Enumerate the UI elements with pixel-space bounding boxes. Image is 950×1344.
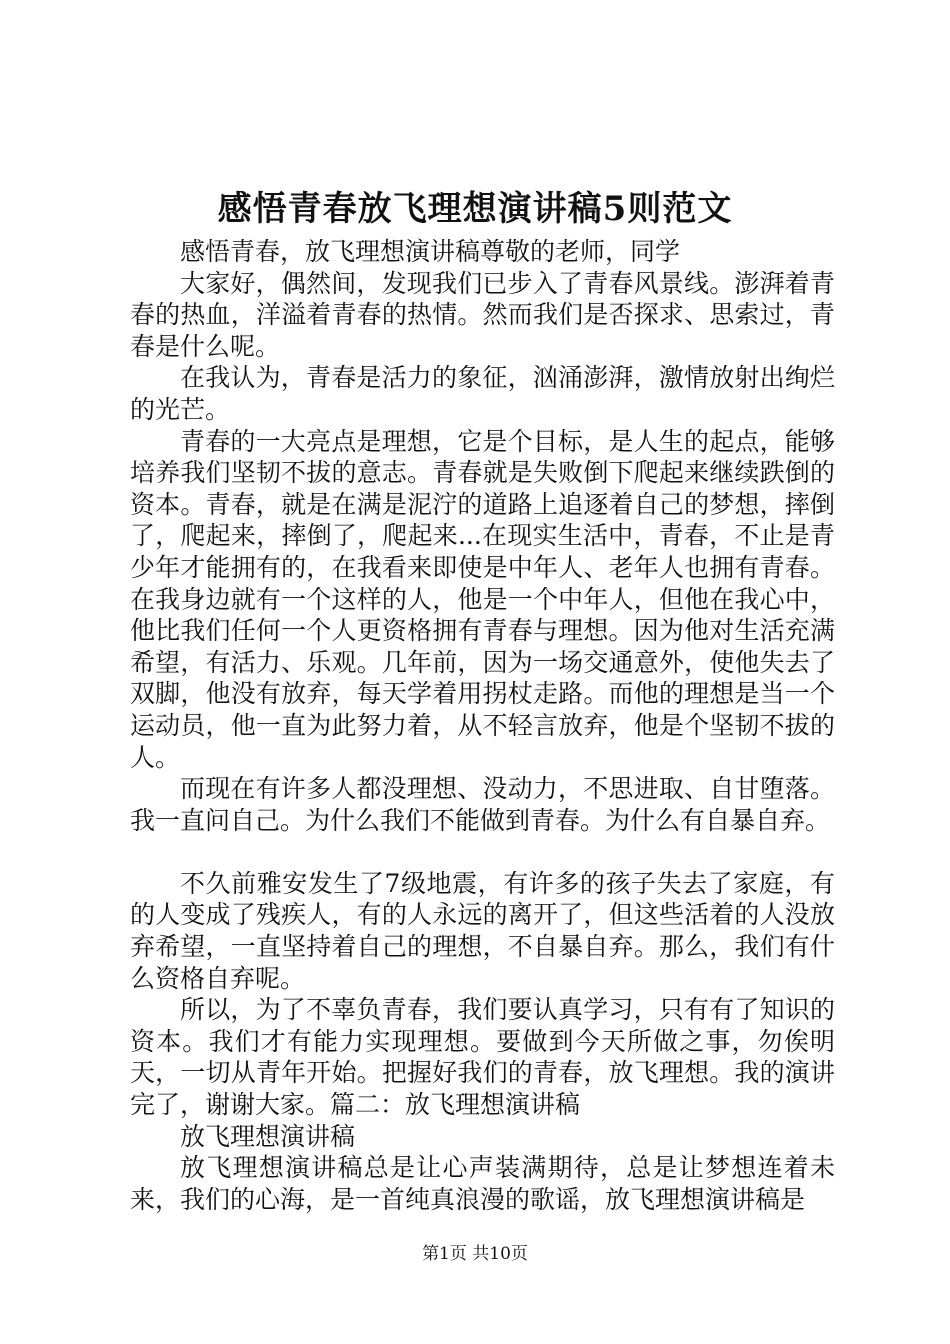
paragraph: 而现在有许多人都没理想、没动力，不思进取、自甘堕落。我一直问自己。为什么我们不能做到青春。为什么有自暴自弃。 <box>130 774 835 835</box>
paragraph: 大家好，偶然间，发现我们已步入了青春风景线。澎湃着青春的热血，洋溢着青春的热情。然而我们是否探求、思索过，青春是什么呢。 <box>130 268 835 361</box>
paragraph: 感悟青春，放飞理想演讲稿尊敬的老师，同学 <box>180 237 681 266</box>
paragraph: 放飞理想演讲稿 <box>180 1121 356 1151</box>
page-footer: 第1页 共10页 <box>422 1244 528 1264</box>
document-body <box>130 236 835 1215</box>
paragraph: 在我认为，青春是活力的象征，汹涌澎湃，激情放射出绚烂的光芒。 <box>130 363 835 424</box>
paragraph: 青春的一大亮点是理想，它是个目标，是人生的起点，能够培养我们坚韧不拔的意志。青春就是失败倒下爬起来继续跌倒的资本。青春，就是在满是泥泞的道路上追逐着自己的梦想，摔倒了，爬起来，摔倒了，爬起来...在现实生活中，青春，不止是青少年才能拥有的，在我看来即使是中年人、老年人也拥有青春。在我身边就有一个这样的人，他是一个中年人，但他在我心中，他比我们任何一个人更资格拥有青春与理想。因为他对生活充满希望，有活力、乐观。几年前，因为一场交通意外，使他失去了双脚，他没有放弃，每天学着用拐杖走路。而他的理想是当一个运动员，他一直为此努力着，从不轻言放弃，他是个坚韧不拔的人。 <box>130 426 835 772</box>
paragraph: 不久前雅安发生了7级地震，有许多的孩子失去了家庭，有的人变成了残疾人，有的人永远的离开了，但这些活着的人没放弃希望，一直坚持着自己的理想，不自暴自弃。那么，我们有什么资格自弃呢。 <box>130 868 835 993</box>
paragraph: 放飞理想演讲稿总是让心声装满期待，总是让梦想连着未来，我们的心海，是一首纯真浪漫的歌谣，放飞理想演讲稿是 <box>130 1153 835 1214</box>
paragraph: 所以，为了不辜负青春，我们要认真学习，只有有了知识的资本。我们才有能力实现理想。要做到今天所做之事，勿俟明天，一切从青年开始。把握好我们的青春，放飞理想。我的演讲完了，谢谢大家。篇二：放飞理想演讲稿 <box>130 995 835 1120</box>
document-title: 感悟青春放飞理想演讲稿5则范文 <box>217 189 733 229</box>
